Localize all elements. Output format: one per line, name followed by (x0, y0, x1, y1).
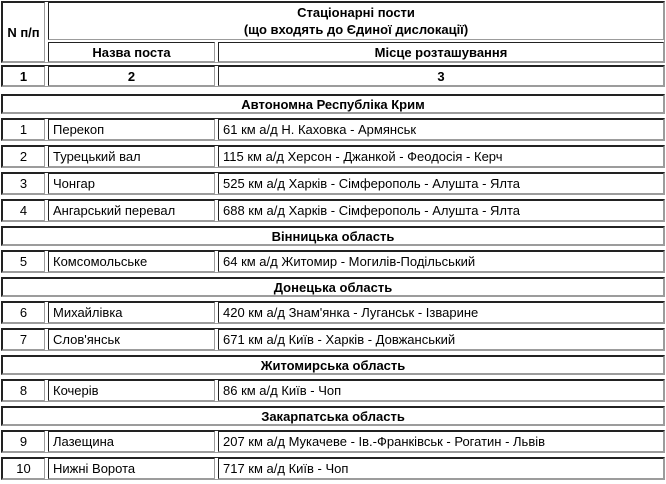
section-header-row (1, 277, 665, 297)
table-row (1, 172, 665, 195)
location-cell: 525 км а/д Харків - Сімферополь - Алушта - Ялта (218, 173, 664, 194)
row-number-cell: 7 (2, 329, 45, 350)
header-col-name-cell: Назва поста (48, 42, 215, 62)
post-name-cell: Лазещина (48, 431, 215, 452)
location-cell: 671 км а/д Київ - Харків - Довжанський (218, 329, 664, 350)
table-row (1, 379, 665, 402)
post-name-cell: Ангарський перевал (48, 200, 215, 221)
table-row (1, 301, 665, 324)
table-title-line2: (що входять до Єдиної дислокації) (243, 22, 469, 37)
section-header-row (1, 355, 665, 375)
table-row (1, 457, 665, 480)
header-subrow (48, 42, 664, 62)
location-cell: 688 км а/д Харків - Сімферополь - Алушта - Ялта (218, 200, 664, 221)
post-name-cell: Михайлівка (48, 302, 215, 323)
section-title: Донецька область (2, 278, 664, 296)
row-number-cell: 9 (2, 431, 45, 452)
post-name-cell: Нижні Ворота (48, 458, 215, 479)
location-cell: 420 км а/д Знам'янка - Луганськ - Ізварине (218, 302, 664, 323)
row-number-cell: 1 (2, 119, 45, 140)
location-cell: 61 км а/д Н. Каховка - Армянськ (218, 119, 664, 140)
table-title-line1: Стаціонарні пости (297, 5, 415, 20)
post-name-cell: Перекоп (48, 119, 215, 140)
column-index-2: 2 (48, 66, 215, 86)
row-number-cell: 5 (2, 251, 45, 272)
section-title: Автономна Республіка Крим (2, 95, 664, 113)
section-title: Житомирська область (2, 356, 664, 374)
table-row (1, 328, 665, 351)
location-cell: 717 км а/д Київ - Чоп (218, 458, 664, 479)
header-col-location-cell: Місце розташування (218, 42, 664, 62)
column-index-row (1, 65, 665, 87)
table-header-block (1, 1, 665, 63)
table-title-cell (48, 2, 664, 40)
header-right-area (48, 2, 664, 62)
post-name-cell: Слов'янськ (48, 329, 215, 350)
column-index-1: 1 (2, 66, 45, 86)
section-title: Вінницька область (2, 227, 664, 245)
post-name-cell: Кочерів (48, 380, 215, 401)
location-cell: 86 км а/д Київ - Чоп (218, 380, 664, 401)
table-row (1, 250, 665, 273)
row-number-cell: 10 (2, 458, 45, 479)
section-title: Закарпатська область (2, 407, 664, 425)
section-header-row (1, 226, 665, 246)
table-row (1, 118, 665, 141)
section-header-row (1, 94, 665, 114)
header-col-num-cell: N п/п (2, 2, 45, 62)
row-number-cell: 6 (2, 302, 45, 323)
table-row (1, 199, 665, 222)
table-row (1, 145, 665, 168)
location-cell: 64 км а/д Житомир - Могилів-Подільський (218, 251, 664, 272)
row-number-cell: 2 (2, 146, 45, 167)
location-cell: 207 км а/д Мукачеве - Ів.-Франківськ - Рогатин - Львів (218, 431, 664, 452)
location-cell: 115 км а/д Херсон - Джанкой - Феодосія - Керч (218, 146, 664, 167)
table-row (1, 430, 665, 453)
column-index-3: 3 (218, 66, 664, 86)
row-number-cell: 8 (2, 380, 45, 401)
row-number-cell: 3 (2, 173, 45, 194)
post-name-cell: Турецький вал (48, 146, 215, 167)
row-number-cell: 4 (2, 200, 45, 221)
section-header-row (1, 406, 665, 426)
table-body (1, 94, 665, 480)
stationary-posts-table (1, 1, 665, 480)
post-name-cell: Чонгар (48, 173, 215, 194)
post-name-cell: Комсомольське (48, 251, 215, 272)
